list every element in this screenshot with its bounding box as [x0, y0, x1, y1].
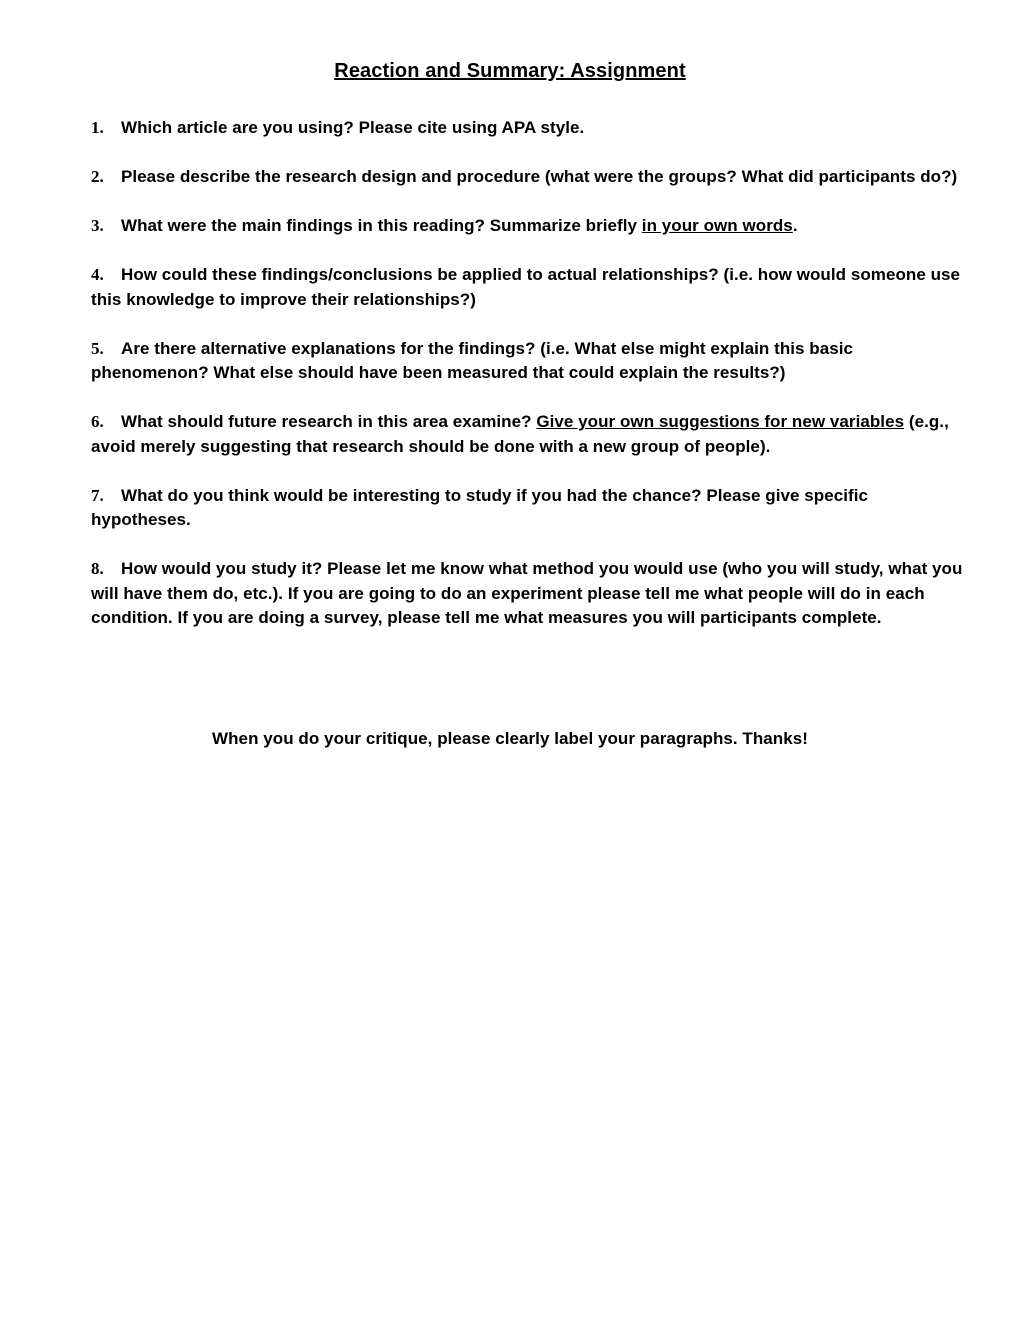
question-text: What were the main findings in this reading? Summarize briefly [121, 216, 642, 235]
question-item-7 [91, 484, 971, 533]
question-item-4 [91, 263, 971, 312]
question-text: Which article are you using? Please cite using APA style. [121, 118, 585, 137]
question-number: 1. [91, 118, 104, 137]
question-number: 5. [91, 338, 104, 358]
question-item-6 [91, 410, 971, 459]
question-number: 8. [91, 559, 104, 578]
underlined-emphasis: in your own words [641, 216, 793, 235]
question-text: How would you study it? Please let me know what method you would use (who you will study, what you will have them do, etc.). If you are going to do an experiment please tell me what people will do in each condition. If you are doing a survey, please tell me what measures you will participants complete. [91, 559, 963, 627]
question-number: 7. [91, 485, 104, 505]
question-text-end: (e.g., avoid merely suggesting that research should be done with a new group of people). [91, 412, 949, 456]
question-number: 6. [91, 412, 104, 431]
question-number: 2. [91, 167, 104, 186]
question-text: Are there alternative explanations for the findings? (i.e. What else might explain this basic phenomenon? What else should have been measured that could explain the results?) [91, 338, 854, 382]
question-text: What should future research in this area examine? [121, 412, 537, 431]
question-text-end: . [792, 216, 798, 235]
question-item-8 [91, 557, 971, 631]
underlined-emphasis: Give your own suggestions for new variables [536, 412, 905, 431]
question-item-1 [91, 116, 971, 141]
closing-note: When you do your critique, please clearly label your paragraphs. Thanks! [212, 729, 808, 748]
question-item-2 [91, 165, 971, 190]
question-number: 3. [91, 216, 104, 235]
page-title: Reaction and Summary: Assignment [334, 60, 686, 82]
question-number: 4. [91, 265, 104, 284]
question-item-3 [91, 214, 971, 239]
question-list [91, 116, 971, 655]
question-item-5 [91, 337, 971, 386]
question-text: What do you think would be interesting to study if you had the chance? Please give specific hypotheses. [91, 485, 868, 529]
question-text: How could these findings/conclusions be applied to actual relationships? (i.e. how would someone use this knowledge to improve their relationships?) [91, 265, 961, 309]
question-text: Please describe the research design and procedure (what were the groups? What did participants do?) [121, 167, 958, 186]
